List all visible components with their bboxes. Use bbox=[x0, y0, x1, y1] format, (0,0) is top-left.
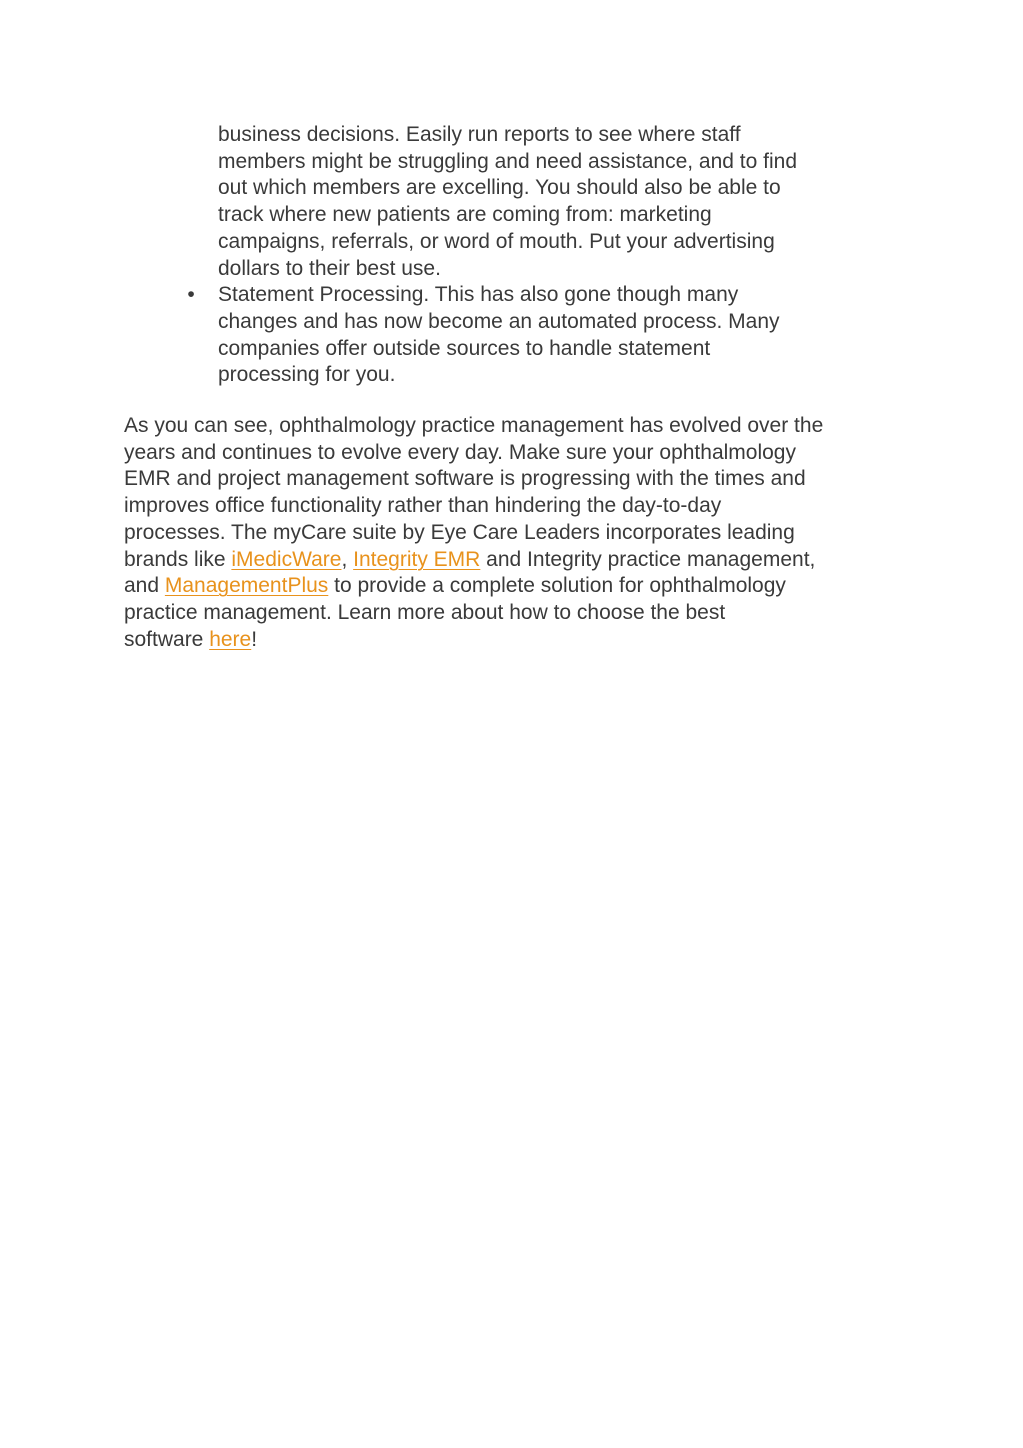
text-fragment: brands like bbox=[124, 547, 232, 571]
list-item-line: Statement Processing. This has also gone though many bbox=[218, 283, 739, 307]
list-item-line: dollars to their best use. bbox=[218, 256, 441, 280]
list-item-line: campaigns, referrals, or word of mouth. Put your advertising bbox=[218, 229, 775, 253]
text-fragment: and bbox=[124, 574, 165, 598]
list-item-line: companies offer outside sources to handle statement bbox=[218, 336, 711, 360]
paragraph-line-with-links bbox=[124, 627, 914, 654]
list-item-line: changes and has now become an automated process. Many bbox=[218, 309, 780, 333]
paragraph-line: improves office functionality rather than hindering the day-to-day bbox=[124, 494, 722, 518]
paragraph-line: As you can see, ophthalmology practice management has evolved over the bbox=[124, 414, 824, 437]
managementplus-link[interactable]: ManagementPlus bbox=[164, 574, 329, 598]
list-item-line: members might be struggling and need assistance, and to find bbox=[218, 149, 798, 173]
paragraph-line: years and continues to evolve every day. Make sure your ophthalmology bbox=[124, 440, 796, 464]
paragraph-line-with-links bbox=[124, 573, 914, 600]
text-fragment: software bbox=[124, 627, 210, 651]
integrity-emr-link[interactable]: Integrity EMR bbox=[353, 547, 481, 571]
paragraph-line: practice management. Learn more about how to choose the best bbox=[124, 600, 726, 624]
list-item-statement-processing bbox=[124, 282, 884, 389]
text-fragment: , bbox=[341, 547, 354, 571]
paragraph-line-with-links bbox=[124, 547, 914, 574]
paragraph-line: processes. The myCare suite by Eye Care Leaders incorporates leading bbox=[124, 520, 795, 544]
closing-paragraph bbox=[124, 413, 914, 653]
text-fragment: and Integrity practice management, bbox=[480, 547, 816, 571]
paragraph-line: EMR and project management software is progressing with the times and bbox=[124, 467, 806, 491]
here-link[interactable]: here bbox=[209, 627, 252, 651]
list-item-line: track where new patients are coming from: marketing bbox=[218, 203, 712, 227]
list-item-line: out which members are excelling. You should also be able to bbox=[218, 176, 781, 200]
imedicware-link[interactable]: iMedicWare bbox=[231, 547, 342, 571]
list-item-continued bbox=[124, 122, 884, 282]
feature-bullet-list bbox=[124, 122, 884, 389]
text-fragment: to provide a complete solution for ophthalmology bbox=[328, 574, 786, 598]
text-fragment: ! bbox=[251, 627, 258, 651]
list-item-line: business decisions. Easily run reports to see where staff bbox=[218, 123, 741, 146]
list-item-line: processing for you. bbox=[218, 363, 396, 387]
bullet-icon: • bbox=[187, 283, 195, 307]
